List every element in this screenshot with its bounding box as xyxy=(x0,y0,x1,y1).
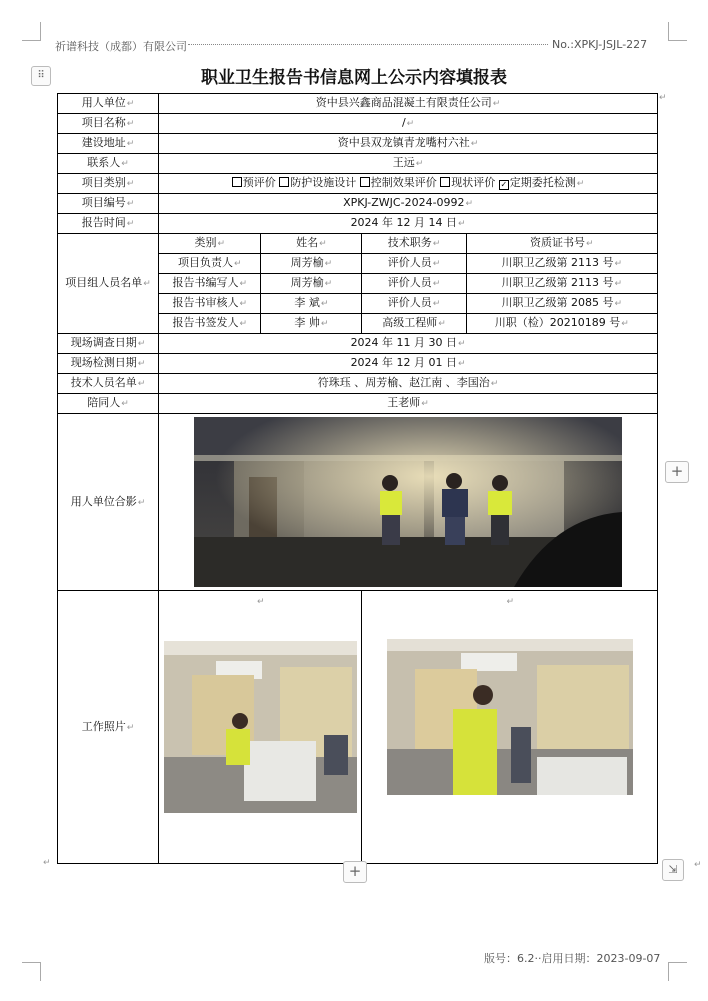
team-header-title: 技术职务↵ xyxy=(362,234,466,254)
page-title: 职业卫生报告书信息网上公示内容填报表 xyxy=(201,68,507,88)
team-header-cert: 资质证书号↵ xyxy=(466,234,657,254)
work-photo-cell: ↵ xyxy=(159,591,362,864)
team-role[interactable]: 项目负责人↵ xyxy=(159,254,261,274)
label-contact: 联系人↵ xyxy=(58,154,159,174)
label-survey-date: 现场调查日期↵ xyxy=(58,334,159,354)
value-survey-date[interactable]: 2024 年 11 月 30 日↵ xyxy=(159,334,658,354)
team-role[interactable]: 报告书编写人↵ xyxy=(159,274,261,294)
crop-mark xyxy=(22,22,41,41)
crop-mark xyxy=(668,962,687,981)
value-address[interactable]: 资中县双龙镇青龙嘴村六社↵ xyxy=(159,134,658,154)
checkbox-icon[interactable] xyxy=(232,177,242,187)
table-row xyxy=(58,234,658,254)
table-row xyxy=(58,374,658,394)
team-header-name: 姓名↵ xyxy=(261,234,362,254)
label-address: 建设地址↵ xyxy=(58,134,159,154)
checkbox-checked-icon[interactable]: ✓ xyxy=(500,180,508,189)
team-name[interactable]: 李 斌↵ xyxy=(261,294,362,314)
value-test-date[interactable]: 2024 年 12 月 01 日↵ xyxy=(159,354,658,374)
checkbox-icon[interactable] xyxy=(440,177,450,187)
table-row xyxy=(58,334,658,354)
value-tech-staff[interactable]: 符珠珏 、周芳榆、赵江南 、李国治↵ xyxy=(159,374,658,394)
table-row xyxy=(58,591,658,864)
team-role[interactable]: 报告书签发人↵ xyxy=(159,314,261,334)
header-company: 祈谱科技（成都）有限公司 xyxy=(55,40,187,53)
value-project-name[interactable]: /↵ xyxy=(159,114,658,134)
checkbox-icon[interactable] xyxy=(279,177,289,187)
crop-mark xyxy=(22,962,41,981)
team-name[interactable]: 周芳榆↵ xyxy=(261,274,362,294)
team-cert[interactable]: 川职卫乙级第 2113 号↵ xyxy=(466,274,657,294)
table-row xyxy=(58,194,658,214)
option-status-evaluation[interactable]: 现状评价 xyxy=(440,176,495,189)
report-form-table xyxy=(57,93,658,864)
option-protection-design[interactable]: 防护设施设计 xyxy=(279,176,356,189)
label-project-type: 项目类别↵ xyxy=(58,174,159,194)
value-project-type: 预评价 防护设施设计 控制效果评价 现状评价 ✓ 定期委托检测↵ xyxy=(159,174,658,194)
work-photo-2-image[interactable] xyxy=(387,639,633,795)
crop-mark xyxy=(668,22,687,41)
value-escort[interactable]: 王老师↵ xyxy=(159,394,658,414)
table-move-handle-icon[interactable]: ⠿ xyxy=(31,66,51,86)
checkbox-icon[interactable] xyxy=(360,177,370,187)
add-column-button[interactable]: + xyxy=(665,461,689,483)
label-work-photos: 工作照片↵ xyxy=(58,591,159,864)
label-team: 项目组人员名单↵ xyxy=(58,234,159,334)
table-row xyxy=(58,394,658,414)
group-photo-cell xyxy=(159,414,658,591)
resize-handle-icon[interactable]: ⇲ xyxy=(662,859,684,881)
table-row xyxy=(58,114,658,134)
team-title[interactable]: 评价人员↵ xyxy=(362,274,466,294)
work-photo-1-image[interactable] xyxy=(164,641,357,813)
label-project-name: 项目名称↵ xyxy=(58,114,159,134)
header-doc-no: No.:XPKJ-JSJL-227 xyxy=(552,38,648,51)
value-report-date[interactable]: 2024 年 12 月 14 日↵ xyxy=(159,214,658,234)
paragraph-mark-icon: ↵ xyxy=(694,860,702,870)
team-role[interactable]: 报告书审核人↵ xyxy=(159,294,261,314)
footer-version: 版号：6.2··启用日期：2023-09-07 xyxy=(484,952,661,965)
label-tech-staff: 技术人员名单↵ xyxy=(58,374,159,394)
work-photo-cell: ↵ xyxy=(362,591,658,864)
label-report-date: 报告时间↵ xyxy=(58,214,159,234)
value-project-no[interactable]: XPKJ-ZWJC-2024-0992↵ xyxy=(159,194,658,214)
value-contact[interactable]: 王远↵ xyxy=(159,154,658,174)
table-row xyxy=(58,354,658,374)
option-control-evaluation[interactable]: 控制效果评价 xyxy=(360,176,437,189)
option-periodic-testing[interactable]: ✓ 定期委托检测 xyxy=(500,176,576,189)
label-project-no: 项目编号↵ xyxy=(58,194,159,214)
label-employer: 用人单位↵ xyxy=(58,94,159,114)
team-name[interactable]: 周芳榆↵ xyxy=(261,254,362,274)
table-row xyxy=(58,134,658,154)
table-row xyxy=(58,154,658,174)
table-row xyxy=(58,174,658,194)
team-title[interactable]: 评价人员↵ xyxy=(362,294,466,314)
team-cert[interactable]: 川职卫乙级第 2113 号↵ xyxy=(466,254,657,274)
team-name[interactable]: 李 帅↵ xyxy=(261,314,362,334)
label-escort: 陪同人↵ xyxy=(58,394,159,414)
paragraph-mark-icon: ↵ xyxy=(43,858,51,868)
label-group-photo: 用人单位合影↵ xyxy=(58,414,159,591)
label-test-date: 现场检测日期↵ xyxy=(58,354,159,374)
option-pre-evaluation[interactable]: 预评价 xyxy=(232,176,276,189)
team-title[interactable]: 评价人员↵ xyxy=(362,254,466,274)
group-photo-image[interactable] xyxy=(194,417,622,587)
team-header-role: 类别↵ xyxy=(159,234,261,254)
table-row xyxy=(58,214,658,234)
add-row-button[interactable]: + xyxy=(343,861,367,883)
team-title[interactable]: 高级工程师↵ xyxy=(362,314,466,334)
value-employer[interactable]: 资中县兴鑫商品混凝土有限责任公司↵ xyxy=(159,94,658,114)
table-row xyxy=(58,414,658,591)
team-cert[interactable]: 川职（检）20210189 号↵ xyxy=(466,314,657,334)
paragraph-mark-icon: ↵ xyxy=(659,93,667,103)
table-row xyxy=(58,94,658,114)
header-leader-line xyxy=(188,44,548,45)
team-cert[interactable]: 川职卫乙级第 2085 号↵ xyxy=(466,294,657,314)
